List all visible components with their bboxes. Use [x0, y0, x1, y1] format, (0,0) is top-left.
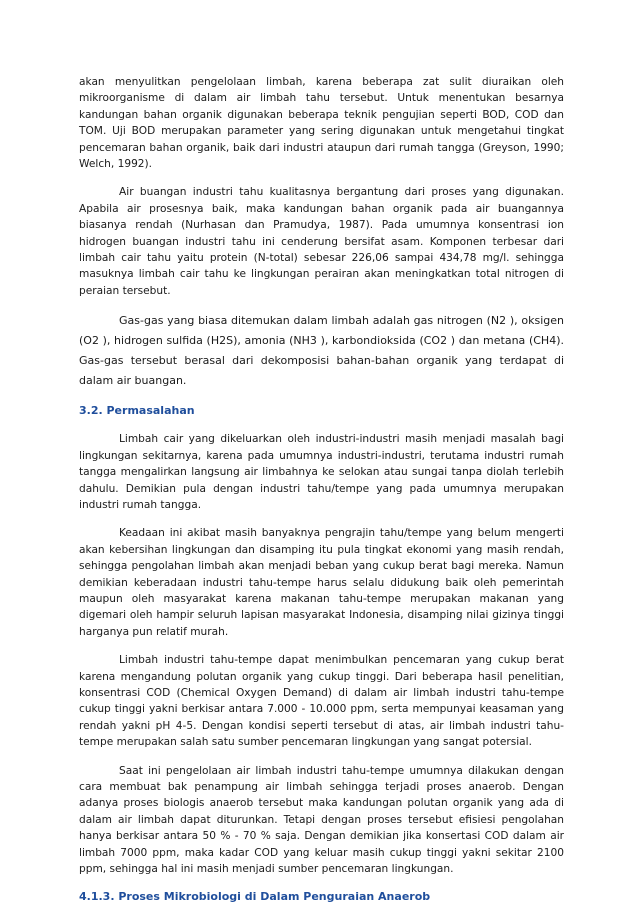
section-heading-permasalahan: 3.2. Permasalahan: [79, 404, 195, 418]
document-page: [79, 74, 564, 917]
paragraph-masalah-2: Keadaan ini akibat masih banyaknya pengrajin tahu/tempe yang belum mengerti akan kebersihan lingkungan dan disamping itu pula tingkat ekonomi yang masih rendah, sehingga pengolahan limbah akan menjadi beban yang cukup berat bagi mereka. Namun demikian keberadaan industri tahu-tempe harus selalu didukung baik oleh pemerintah maupun oleh masyarakat karena makanan tahu-tempe merupakan makanan yang digemari oleh hampir seluruh lapisan masyarakat Indonesia, disamping nilai gizinya tinggi harganya pun relatif murah.: [79, 527, 564, 638]
paragraph-masalah-1: Limbah cair yang dikeluarkan oleh industri-industri masih menjadi masalah bagi lingkungan sekitarnya, karena pada umumnya industri-industri, terutama industri rumah tangga mengalirkan langsung air limbahnya ke selokan atau sungai tanpa diolah terlebih dahulu. Demikian pula dengan industri tahu/tempe yang pada umumnya merupakan industri rumah tangga.: [79, 433, 564, 511]
paragraph-gas: Gas-gas yang biasa ditemukan dalam limbah adalah gas nitrogen (N2 ), oksigen (O2 ), hidrogen sulfida (H2S), amonia (NH3 ), karbondioksida (CO2 ) dan metana (CH4). Gas-gas tersebut berasal dari dekomposisi bahan-bahan organik yang terdapat di dalam air buangan.: [79, 314, 564, 388]
section-heading-mikrobiologi: 4.1.3. Proses Mikrobiologi di Dalam Penguraian Anaerob: [79, 890, 431, 904]
paragraph-air-buangan: Air buangan industri tahu kualitasnya bergantung dari proses yang digunakan. Apabila air prosesnya baik, maka kandungan bahan organik pada air buangannya biasanya rendah (Nurhasan dan Pramudya, 1987). Pada umumnya konsentrasi ion hidrogen buangan industri tahu ini cenderung bersifat asam. Komponen terbesar dari limbah cair tahu yaitu protein (N-total) sebesar 226,06 sampai 434,78 mg/l. sehingga masuknya limbah cair tahu ke lingkungan perairan akan meningkatkan total nitrogen di peraian tersebut.: [79, 186, 564, 297]
paragraph-intro: akan menyulitkan pengelolaan limbah, karena beberapa zat sulit diuraikan oleh mikroorganisme di dalam air limbah tahu tersebut. Untuk menentukan besarnya kandungan bahan organik digunakan beberapa teknik pengujian seperti BOD, COD dan TOM. Uji BOD merupakan parameter yang sering digunakan untuk mengetahui tingkat pencemaran bahan organik, baik dari industri ataupun dari rumah tangga (Greyson, 1990; Welch, 1992).: [79, 76, 564, 171]
paragraph-masalah-4: Saat ini pengelolaan air limbah industri tahu-tempe umumnya dilakukan dengan cara membuat bak penampung air limbah sehingga terjadi proses anaerob. Dengan adanya proses biologis anaerob tersebut maka kandungan polutan organik yang ada di dalam air limbah dapat diturunkan. Tetapi dengan proses tersebut efisiesi pengolahan hanya berkisar antara 50 % - 70 % saja. Dengan demikian jika konsertasi COD dalam air limbah 7000 ppm, maka kadar COD yang keluar masih cukup tinggi yakni sekitar 2100 ppm, sehingga hal ini masih menjadi sumber pencemaran lingkungan.: [79, 764, 564, 876]
paragraph-masalah-3: Limbah industri tahu-tempe dapat menimbulkan pencemaran yang cukup berat karena mengandung polutan organik yang cukup tinggi. Dari beberapa hasil penelitian, konsentrasi COD (Chemical Oxygen Demand) di dalam air limbah industri tahu-tempe cukup tinggi yakni berkisar antara 7.000 - 10.000 ppm, serta mempunyai keasaman yang rendah yakni pH 4-5. Dengan kondisi seperti tersebut di atas, air limbah industri tahu-tempe merupakan salah satu sumber pencemaran lingkungan yang sangat potersial.: [79, 654, 564, 749]
